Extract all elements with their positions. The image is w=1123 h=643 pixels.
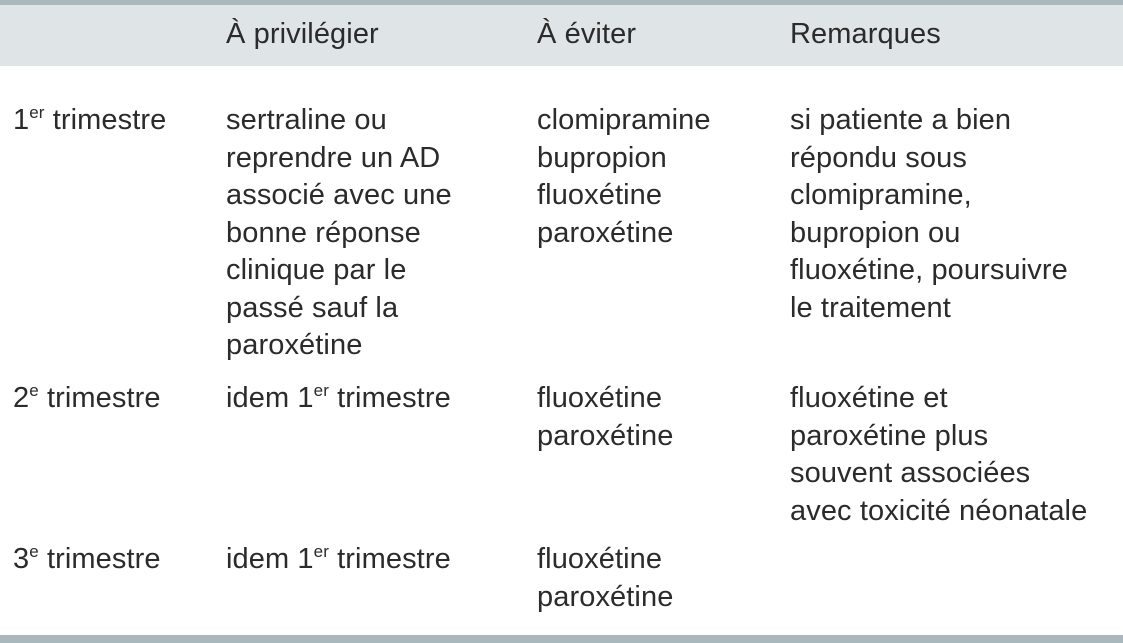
header-preferred: À privilégier: [226, 18, 379, 50]
row2-avoid: fluoxétine paroxétine: [537, 382, 674, 452]
row3-period-sup: e: [29, 542, 39, 561]
row3-period-num: 3: [13, 543, 30, 575]
row3-period: [13, 541, 161, 579]
row3-preferred-post: trimestre: [328, 543, 451, 575]
row2-period-label: trimestre: [38, 382, 161, 414]
row2-preferred-pre: idem 1: [226, 382, 314, 414]
header-remarks: Remarques: [790, 18, 941, 50]
row1-remarks: si patiente a bien répondu sous clomipramine, bupropion ou fluoxétine, poursuivre le traitement: [790, 104, 1068, 324]
row2-preferred: [226, 380, 451, 418]
row3-preferred: [226, 541, 451, 579]
header-avoid: À éviter: [537, 18, 637, 50]
row2-period-sup: e: [29, 381, 39, 400]
row1-period: [13, 102, 166, 140]
row1-period-num: 1: [13, 104, 30, 136]
table-bottom-rule: [0, 635, 1123, 643]
row3-preferred-sup: er: [313, 542, 329, 561]
row1-period-sup: er: [29, 103, 45, 122]
row2-period-num: 2: [13, 382, 30, 414]
row2-preferred-post: trimestre: [328, 382, 451, 414]
row3-avoid: fluoxétine paroxétine: [537, 543, 674, 613]
row1-preferred: sertraline ou reprendre un AD associé avec une bonne réponse clinique par le passé sauf la paroxétine: [226, 104, 452, 361]
row2-preferred-sup: er: [313, 381, 329, 400]
row1-period-label: trimestre: [44, 104, 167, 136]
row2-period: [13, 380, 161, 418]
row3-preferred-pre: idem 1: [226, 543, 314, 575]
row3-period-label: trimestre: [38, 543, 161, 575]
row2-remarks: fluoxétine et paroxétine plus souvent associées avec toxicité néonatale: [790, 382, 1088, 527]
row1-avoid: clomipramine bupropion fluoxétine paroxétine: [537, 104, 711, 249]
